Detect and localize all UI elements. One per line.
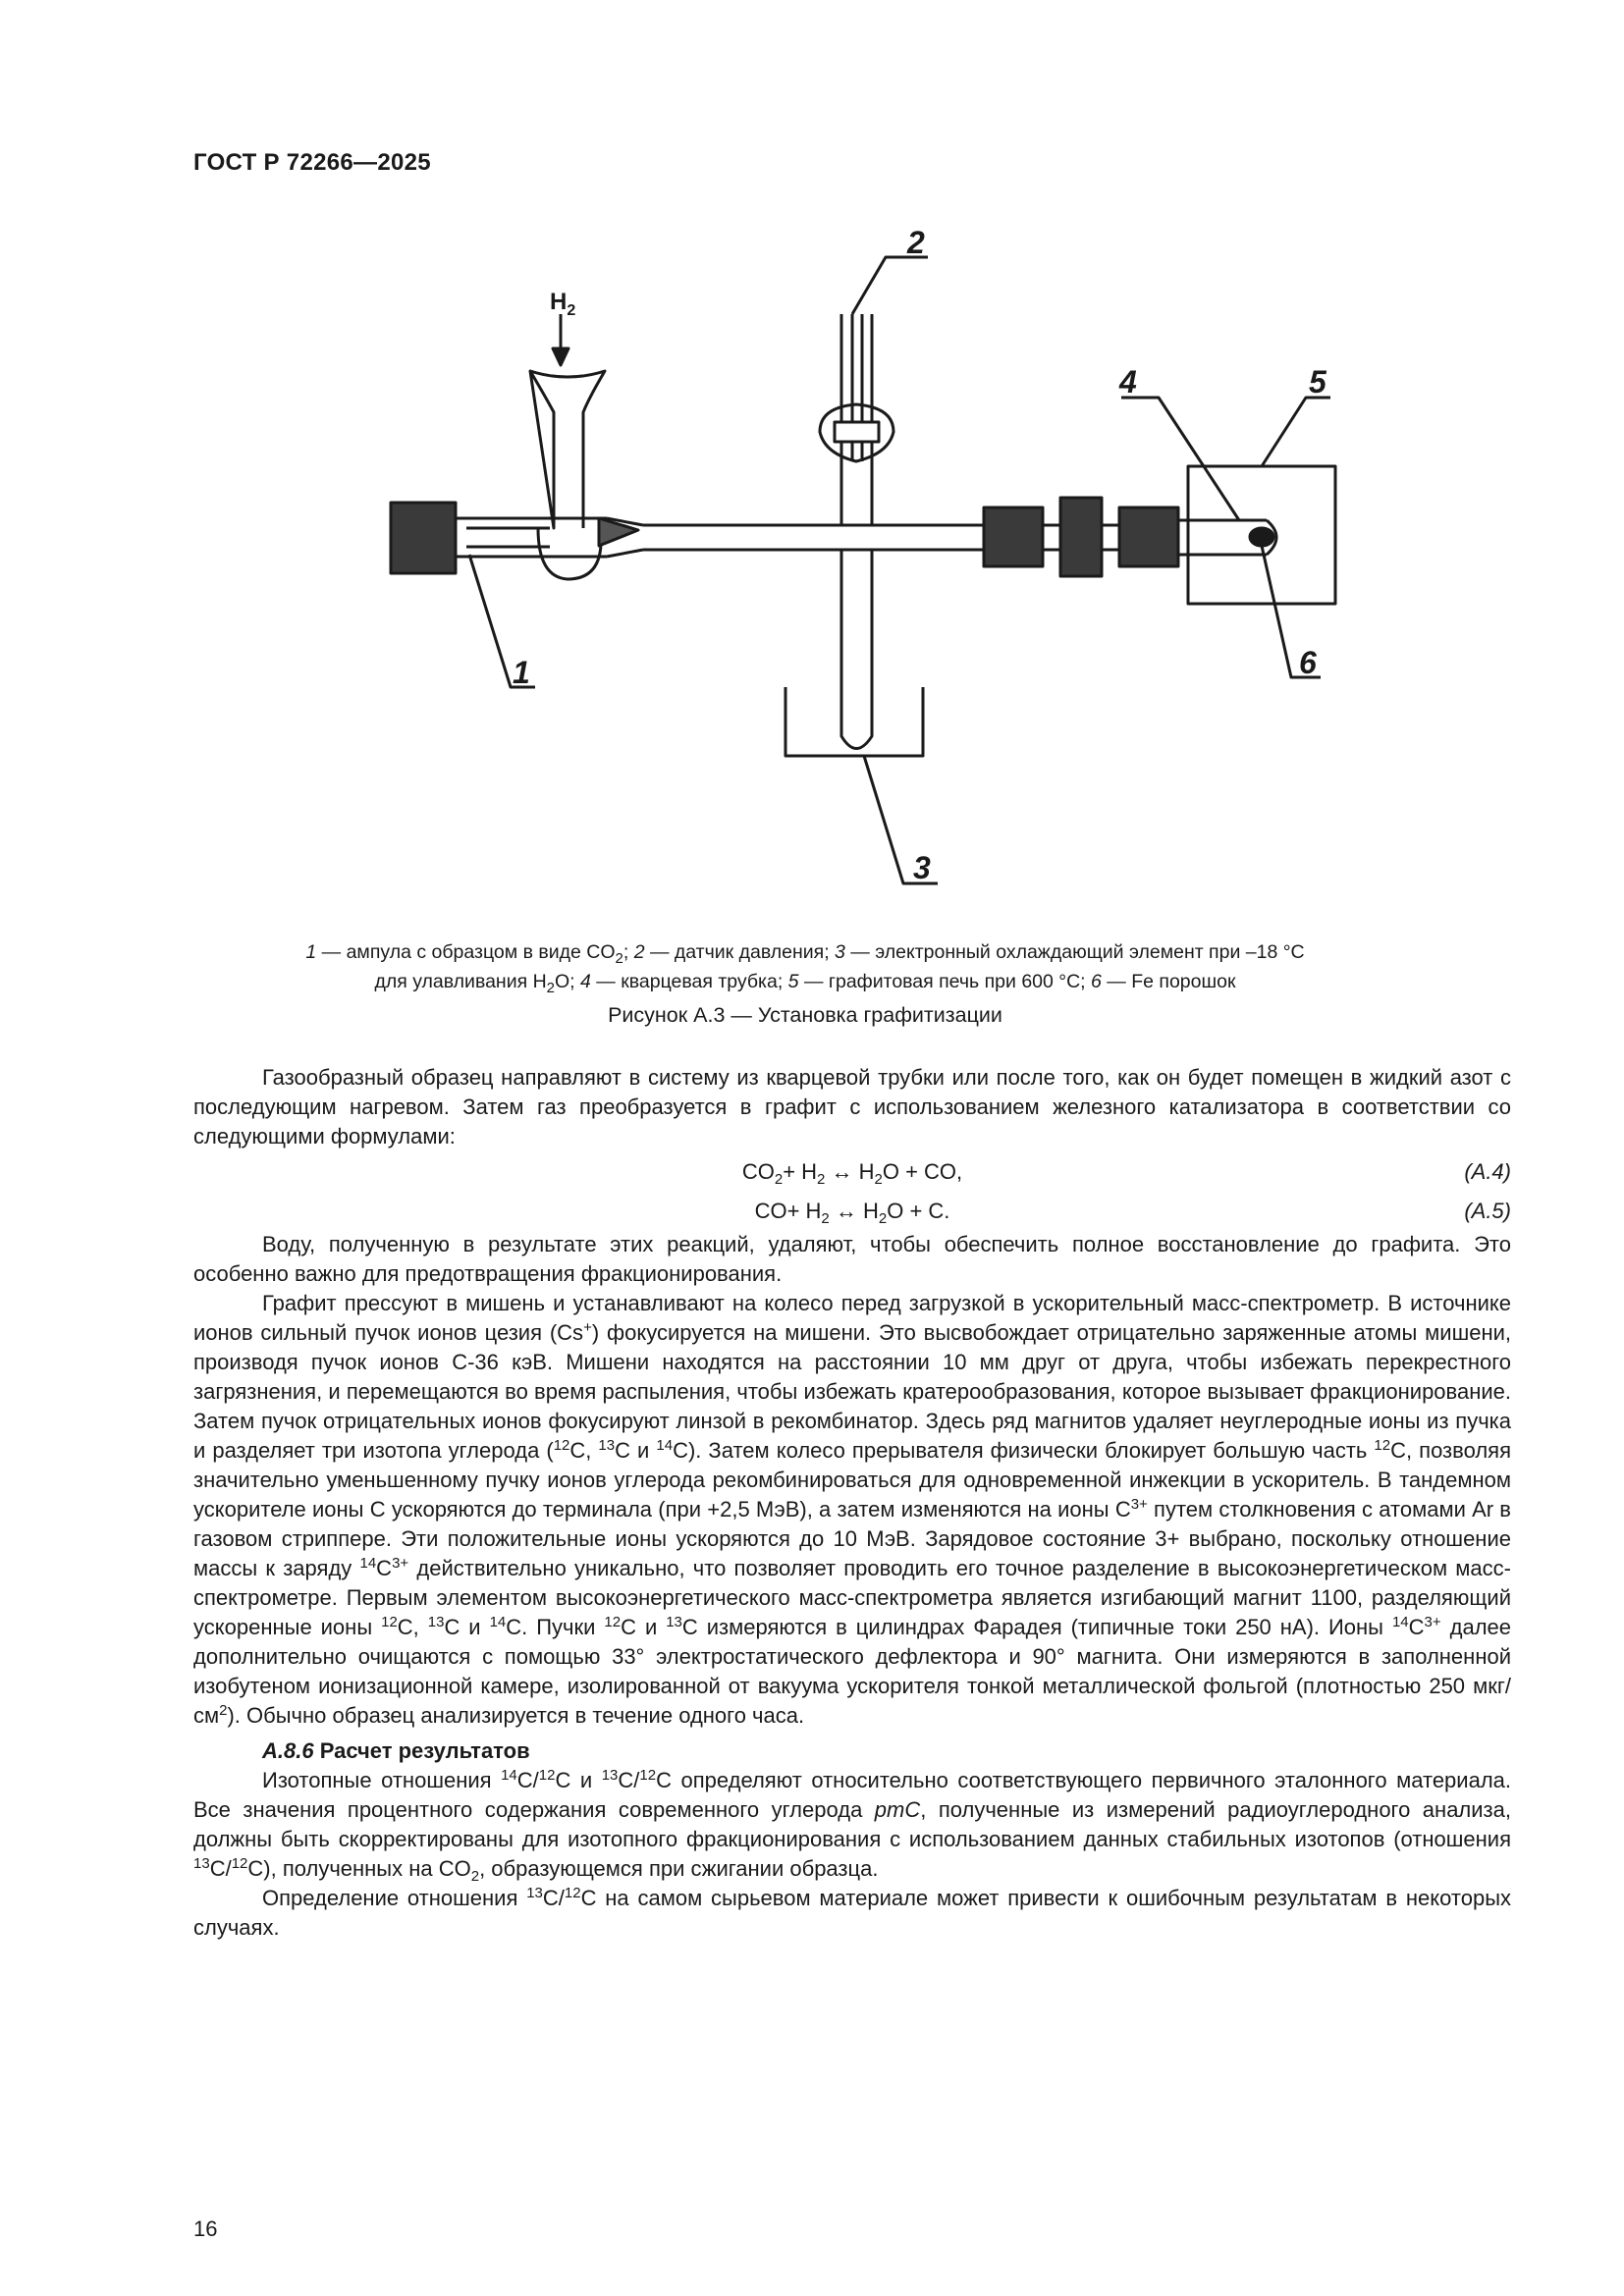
coupling-2 — [1060, 498, 1102, 576]
paragraph-1: Газообразный образец направляют в систему из кварцевой трубки или после того, как он будет помещен в жидкий азот с последующим нагревом. Затем газ преобразуется в графит с использованием железного катализатора в соответствии со следующими формулами: — [193, 1065, 1511, 1148]
label-3: 3 — [913, 850, 931, 885]
coupling-3 — [1119, 507, 1178, 566]
equation-a5: $CO+ H_2$ ↔ $H_2O + C$. (А.5) — [754, 1199, 1511, 1227]
ampoule-bulb — [538, 528, 601, 579]
figure-legend — [196, 937, 1414, 996]
cold-finger — [841, 550, 872, 749]
label-2: 2 — [907, 225, 925, 260]
equation-number: (А.4) — [1464, 1159, 1511, 1184]
leader-4 — [1121, 398, 1239, 520]
sensor-joint — [835, 422, 879, 442]
graphitization-setup-figure — [353, 221, 1355, 908]
figure-caption: Рисунок А.3 — Установка графитизации — [608, 1003, 1002, 1027]
fe-powder — [1250, 528, 1273, 546]
coupling-1 — [984, 507, 1043, 566]
document-header: ГОСТ Р 72266—2025 — [193, 149, 431, 176]
ampoule-funnel — [530, 371, 605, 528]
left-end-cap — [391, 503, 456, 573]
cooling-bath — [785, 687, 923, 756]
equation-number: (А.5) — [1464, 1199, 1511, 1223]
h2-label: $H_2$ — [550, 289, 576, 319]
leader-5 — [1262, 398, 1330, 466]
body-text — [193, 1063, 1511, 1943]
legend-line-1: 1 — ампула с образцом в виде $CO_2$; 2 — датчик давления; 3 — электронный охлаждающий элемент при –18 °С — [305, 941, 1305, 967]
label-5: 5 — [1309, 364, 1326, 400]
legend-line-2: для улавливания $H_2O$; 4 — кварцевая трубка; 5 — графитовая печь при 600 °С; 6 — Fe порошок — [374, 971, 1236, 996]
paragraph-5: Определение отношения $^{13}$C/$^{12}$C на самом сырьевом материале может привести к ошибочным результатам в некоторых случаях. — [193, 1885, 1512, 1940]
label-6: 6 — [1299, 645, 1317, 680]
paragraph-3: Графит прессуют в мишень и устанавливают на колесо перед загрузкой в ускорительный масс-спектрометр. В источнике ионов сильный пучок ионов цезия (Cs+) фокусируется на мишени. Это высвобождает отрицательно заряженные атомы мишени, производя пучок ионов C-36 кэВ. Мишени находятся на расстоянии 10 мм друг от друга, чтобы избежать перекрестного загрязнения, и перемещаются во время распыления, чтобы избежать кратерообразования, которое вызывает фракционирование. Затем пучок отрицательных ионов фокусируют линзой в рекомбинатор. Здесь ряд магнитов удаляет неуглеродные ионы из пучка и разделяет три изотопа углерода ($^{12}$C, $^{13}$C и $^{14}$C). Затем колесо прерывателя физически блокирует большую часть $^{12}$C, позволяя значительно уменьшенному пучку ионов углерода рекомбинироваться для одновременной инжекции в ускоритель. В тандемном ускорителе ионы C ускоряются до терминала (при +2,5 МэВ), а затем изменяются на ионы $C^{3+}$ путем столкновения с атомами Ar в газовом стриппере. Эти положительные ионы ускоряются до 10 МэВ. Зарядовое состояние 3+ выбрано, поскольку отношение массы к заряду $^{14}C^{3+}$ действительно уникально, что позволяет проводить его точное разделение в высокоэнергетическом масс-спектрометре. Первым элементом высокоэнергетического масс-спектрометра является изгибающий магнит 1100, разделяющий ускоренные ионы $^{12}$C, $^{13}$C и $^{14}$C. Пучки $^{12}$C и $^{13}$C измеряются в цилиндрах Фарадея (типичные токи 250 нА). Ионы $^{14}C^{3+}$ далее дополнительно очищаются с помощью 33° электростатического дефлектора и 90° магнита. Они измеряются в заполненной изобутеном ионизационной камере, изолированной от вакуума ускорителя тонкой металлической фольгой (плотностью 250 мкг/$см^2$). Обычно образец анализируется в течение одного часа. — [193, 1291, 1512, 1728]
paragraph-2: Воду, полученную в результате этих реакций, удаляют, чтобы обеспечить полное восстановление до графита. Это особенно важно для предотвращения фракционирования. — [193, 1232, 1511, 1286]
equation-a4: $CO_2+ H_2$ ↔ $H_2O$ + CO, (А.4) — [741, 1159, 1511, 1188]
section-heading: А.8.6 Расчет результатов — [262, 1738, 530, 1763]
label-1: 1 — [513, 655, 530, 690]
h2-arrow-head — [553, 348, 568, 365]
page-number: 16 — [193, 2216, 218, 2241]
leader-2 — [852, 257, 928, 314]
paragraph-4: Изотопные отношения $^{14}$C/$^{12}$C и $^{13}$C/$^{12}$C определяют относительно соответствующего первичного эталонного материала. Все значения процентного содержания современного углерода pmC, полученные из измерений радиоуглеродного анализа, должны быть скорректированы для изотопного фракционирования с использованием данных стабильных изотопов (отношения $^{13}$C/$^{12}$C), полученных на $CO_2$, образующемся при сжигании образца. — [193, 1767, 1511, 1885]
label-4: 4 — [1119, 364, 1137, 400]
